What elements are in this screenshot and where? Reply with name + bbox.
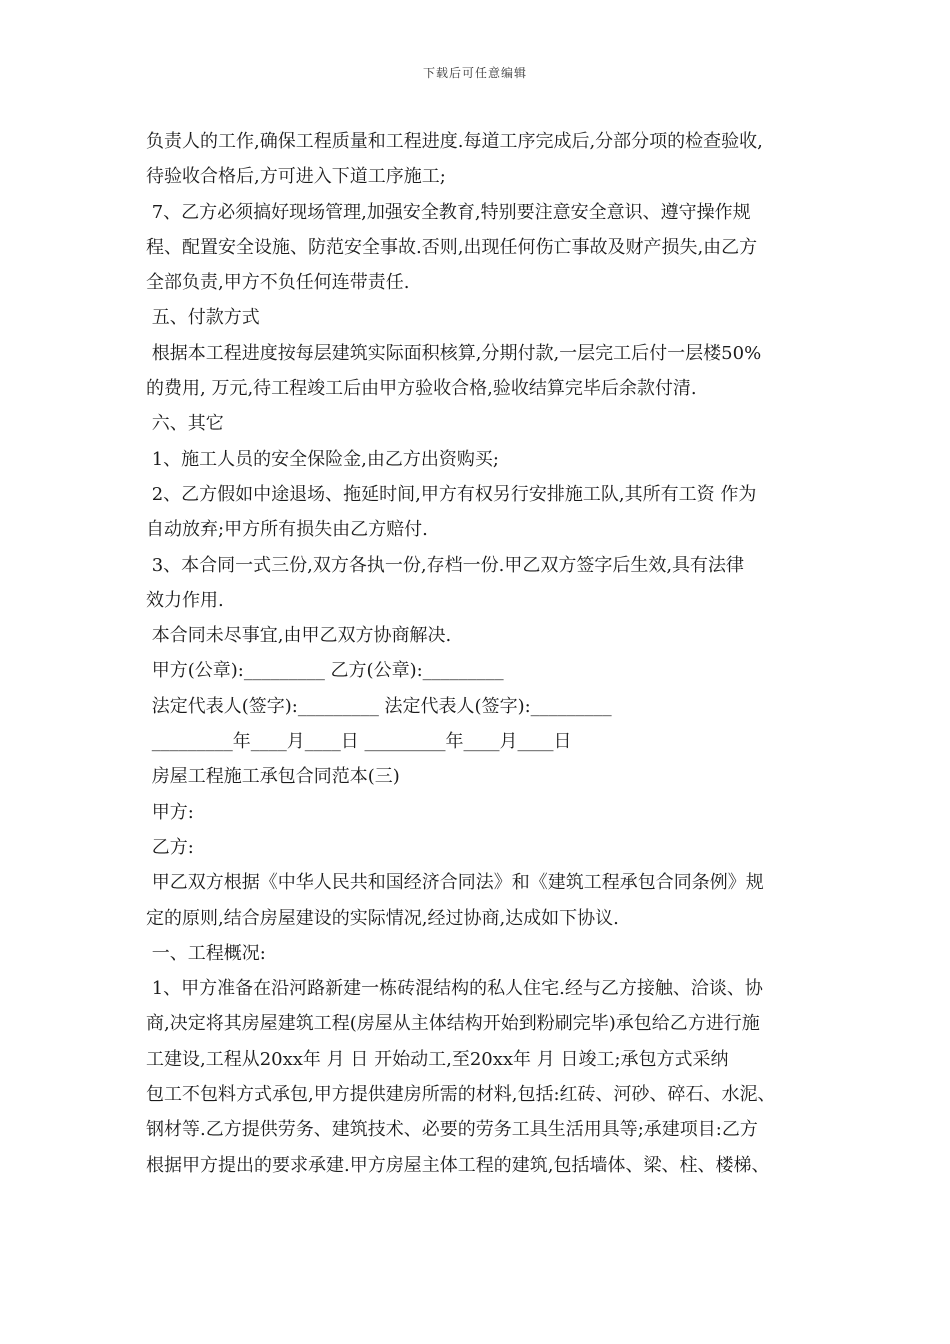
text-line: 定的原则,结合房屋建设的实际情况,经过协商,达成如下协议. [146,907,619,929]
text-line: 根据本工程进度按每层建筑实际面积核算,分期付款,一层完工后付一层楼50% [146,342,762,364]
text-line: 全部负责,甲方不负任何连带责任. [146,272,410,294]
party-a-label: 甲方: [146,801,194,823]
text-line: 1、甲方准备在沿河路新建一栋砖混结构的私人住宅.经与乙方接触、洽谈、协 [146,978,763,1000]
signature-date-line: _________年____月____日 _________年____月____日 [146,731,572,753]
contract-body-text [146,124,826,1183]
text-line: 工建设,工程从20xx年 月 日 开始动工,至20xx年 月 日竣工;承包方式采纳 [146,1048,729,1070]
signature-representative-line: 法定代表人(签字):_________ 法定代表人(签字):_________ [146,695,612,717]
text-line: 甲乙双方根据《中华人民共和国经济合同法》和《建筑工程承包合同条例》规 [146,872,764,894]
text-line: 本合同未尽事宜,由甲乙双方协商解决. [146,625,452,647]
section-heading: 五、付款方式 [146,307,260,329]
text-line: 商,决定将其房屋建筑工程(房屋从主体结构开始到粉刷完毕)承包给乙方进行施 [146,1013,760,1035]
text-line: 负责人的工作,确保工程质量和工程进度.每道工序完成后,分部分项的检查验收, [146,131,763,152]
text-line: 待验收合格后,方可进入下道工序施工; [146,166,446,188]
text-line: 的费用, 万元,待工程竣工后由甲方验收合格,验收结算完毕后余款付清. [146,378,697,400]
text-line: 效力作用. [146,589,224,611]
page-header-note: 下载后可任意编辑 [422,66,527,80]
document-title: 房屋工程施工承包合同范本(三) [146,766,400,788]
section-heading: 六、其它 [146,413,224,435]
text-line: 包工不包料方式承包,甲方提供建房所需的材料,包括:红砖、河砂、碎石、水泥、 [146,1084,776,1106]
text-line: 钢材等.乙方提供劳务、建筑技术、必要的劳务工具生活用具等;承建项目:乙方 [146,1119,758,1141]
text-line: 2、乙方假如中途退场、拖延时间,甲方有权另行安排施工队,其所有工资 作为 [146,483,757,505]
signature-seal-line: 甲方(公章):_________ 乙方(公章):_________ [146,660,504,682]
text-line: 1、施工人员的安全保险金,由乙方出资购买; [146,448,499,470]
text-line: 3、本合同一式三份,双方各执一份,存档一份.甲乙双方签字后生效,具有法律 [146,554,745,576]
text-line: 7、乙方必须搞好现场管理,加强安全教育,特别要注意安全意识、遵守操作规 [146,201,751,223]
party-b-label: 乙方: [146,836,194,858]
text-line: 根据甲方提出的要求承建.甲方房屋主体工程的建筑,包括墙体、梁、柱、楼梯、 [146,1154,770,1176]
section-heading: 一、工程概况: [146,942,266,964]
text-line: 自动放弃;甲方所有损失由乙方赔付. [146,519,428,541]
text-line: 程、配置安全设施、防范安全事故.否则,出现任何伤亡事故及财产损失,由乙方 [146,236,758,258]
